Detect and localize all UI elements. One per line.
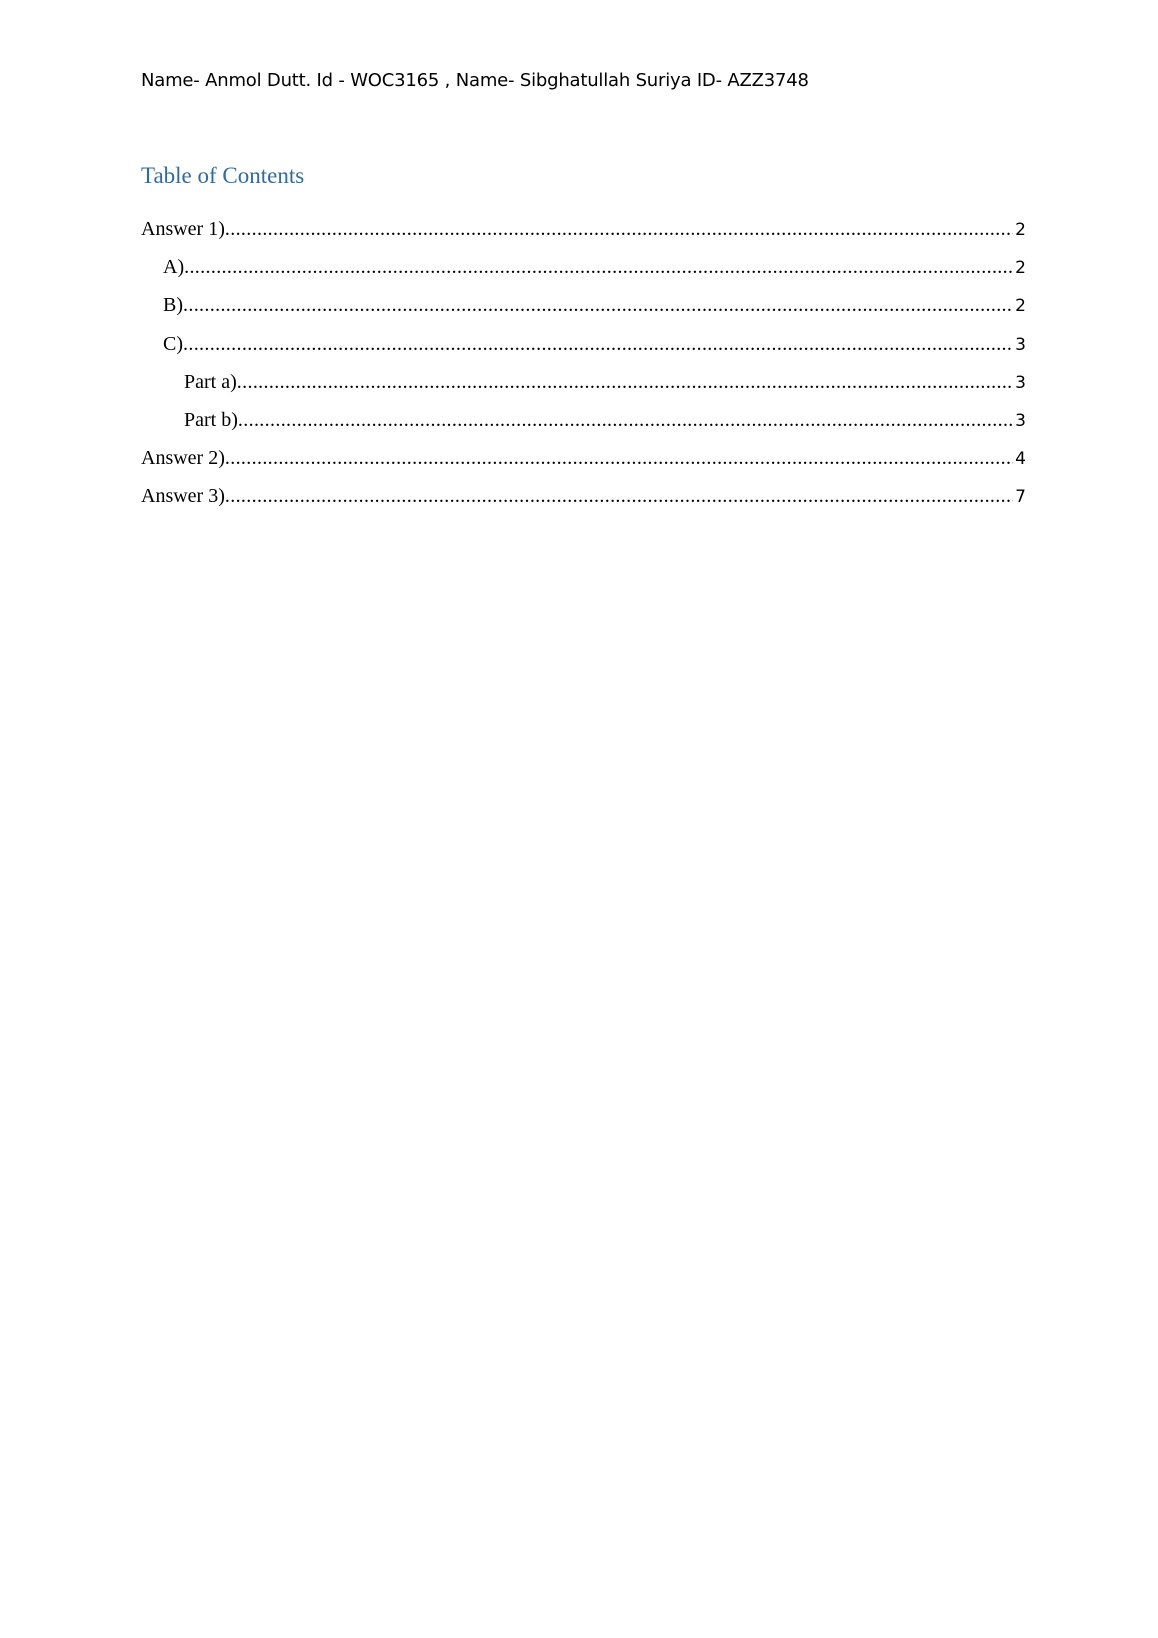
toc-entry-label: A) xyxy=(163,256,185,279)
toc-entry-page: 7 xyxy=(1015,487,1026,508)
toc-entry-answer-3[interactable] xyxy=(141,485,1026,523)
toc-entry-label: Answer 3) xyxy=(141,485,225,508)
toc-dot-leader xyxy=(225,447,1013,470)
toc-entry-b[interactable] xyxy=(141,294,1026,332)
toc-entry-label: Part a) xyxy=(184,370,237,393)
toc-entry-page: 2 xyxy=(1015,296,1026,317)
toc-entry-a[interactable] xyxy=(141,256,1026,294)
toc-entry-label: B) xyxy=(163,294,183,317)
toc-dot-leader xyxy=(225,485,1013,508)
toc-entry-answer-1[interactable] xyxy=(141,218,1026,256)
toc-title: Table of Contents xyxy=(141,163,305,188)
toc-entry-label: Answer 2) xyxy=(141,447,225,470)
toc-dot-leader xyxy=(183,294,1013,317)
toc-dot-leader xyxy=(225,218,1013,241)
toc-entry-part-b[interactable] xyxy=(141,409,1026,447)
toc-entry-page: 2 xyxy=(1015,258,1026,279)
toc-entry-answer-2[interactable] xyxy=(141,447,1026,485)
toc-entry-page: 3 xyxy=(1015,334,1026,355)
toc-dot-leader xyxy=(237,371,1013,394)
table-of-contents xyxy=(141,218,1026,524)
toc-entry-part-a[interactable] xyxy=(141,371,1026,409)
toc-dot-leader xyxy=(183,333,1013,356)
toc-entry-label: C) xyxy=(163,332,183,355)
toc-entry-label: Answer 1) xyxy=(141,218,225,240)
toc-dot-leader xyxy=(238,409,1013,432)
toc-entry-c[interactable] xyxy=(141,333,1026,371)
toc-entry-page: 4 xyxy=(1015,449,1026,470)
page-header: Name- Anmol Dutt. Id - WOC3165 , Name- Sibghatullah Suriya ID- AZZ3748 xyxy=(141,70,809,91)
toc-entry-page: 2 xyxy=(1015,220,1026,240)
toc-entry-label: Part b) xyxy=(184,408,238,431)
toc-entry-page: 3 xyxy=(1015,372,1026,393)
toc-entry-page: 3 xyxy=(1015,410,1026,431)
toc-dot-leader xyxy=(184,256,1013,279)
